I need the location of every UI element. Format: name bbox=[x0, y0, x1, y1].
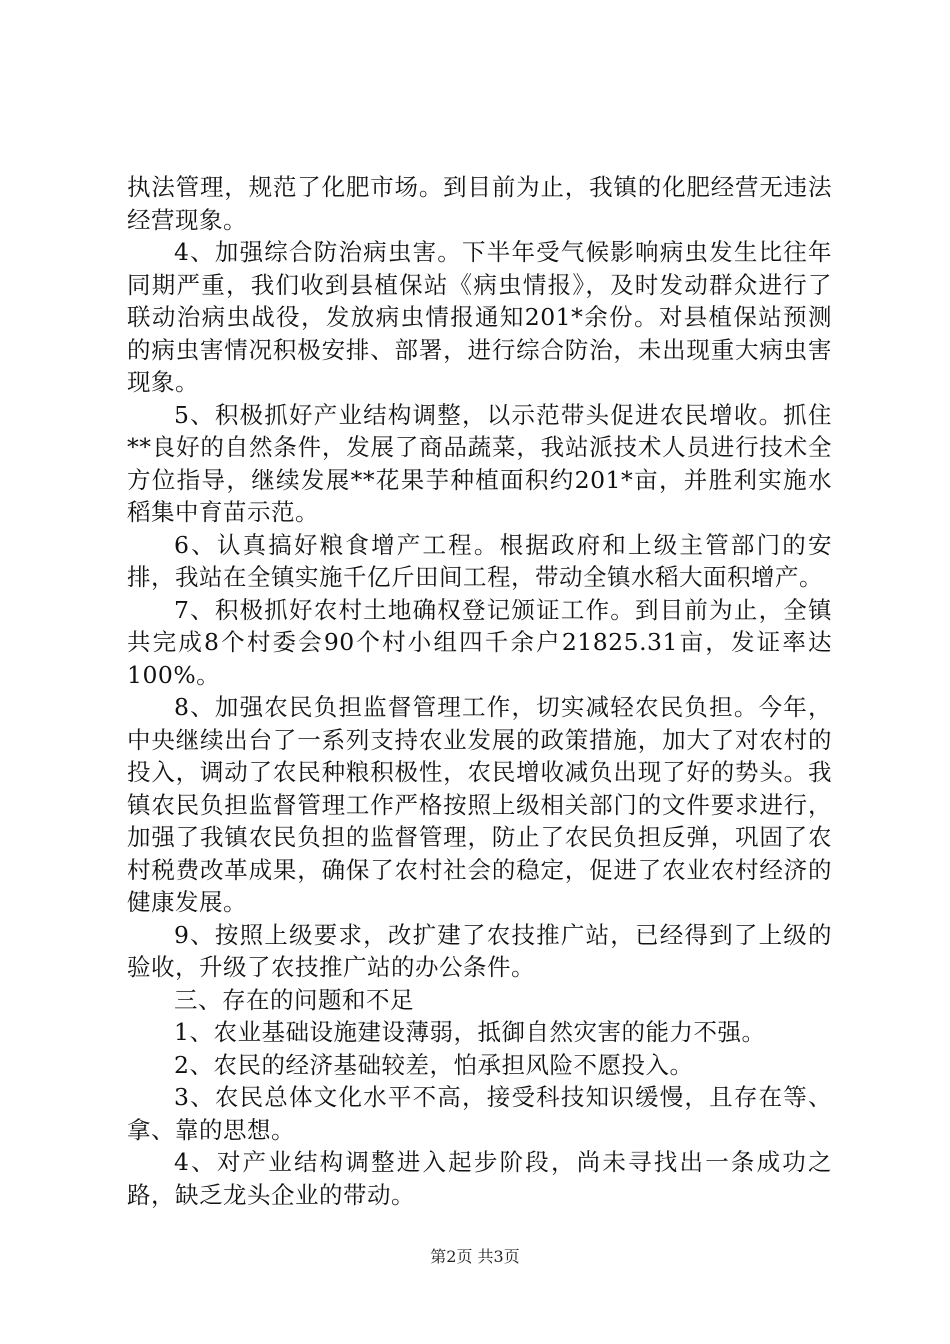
paragraph-item-7-land-registration: 7、积极抓好农村土地确权登记颁证工作。到目前为止，全镇共完成8个村委会90个村小组四千余户21825.31亩，发证率达100%。 bbox=[127, 595, 832, 689]
paragraph-item-4-pest-control: 4、加强综合防治病虫害。下半年受气候影响病虫发生比往年同期严重，我们收到县植保站《病虫情报》，及时发动群众进行了联动治病虫战役，发放病虫情报通知201*余份。对县植保站预测的病虫害情况积极安排、部署，进行综合防治，未出现重大病虫害现象。 bbox=[127, 238, 832, 396]
paragraph-problem-4: 4、对产业结构调整进入起步阶段，尚未寻找出一条成功之路，缺乏龙头企业的带动。 bbox=[127, 1148, 832, 1209]
paragraph-continuation: 执法管理，规范了化肥市场。到目前为止，我镇的化肥经营无违法经营现象。 bbox=[127, 173, 832, 234]
paragraph-problem-1: 1、农业基础设施建设薄弱，抵御自然灾害的能力不强。 bbox=[174, 1018, 766, 1046]
page-footer: 第2页 共3页 bbox=[430, 1247, 520, 1266]
paragraph-item-9-extension-station: 9、按照上级要求，改扩建了农技推广站，已经得到了上级的验收，升级了农技推广站的办公条件。 bbox=[127, 920, 832, 981]
section-heading-problems: 三、存在的问题和不足 bbox=[174, 985, 414, 1014]
paragraph-item-8-farmer-burden: 8、加强农民负担监督管理工作，切实减轻农民负担。今年，中央继续出台了一系列支持农业发展的政策措施，加大了对农村的投入，调动了农民种粮积极性，农民增收减负出现了好的势头。我镇农民负担监督管理工作严格按照上级相关部门的文件要求进行，加强了我镇农民负担的监督管理，防止了农民负担反弹，巩固了农村税费改革成果，确保了农村社会的稳定，促进了农业农村经济的健康发展。 bbox=[127, 693, 832, 916]
paragraph-item-6-grain-production: 6、认真搞好粮食增产工程。根据政府和上级主管部门的安排，我站在全镇实施千亿斤田间工程，带动全镇水稻大面积增产。 bbox=[127, 530, 832, 591]
paragraph-problem-3: 3、农民总体文化水平不高，接受科技知识缓慢，且存在等、拿、靠的思想。 bbox=[127, 1083, 832, 1144]
paragraph-problem-2: 2、农民的经济基础较差，怕承担风险不愿投入。 bbox=[174, 1050, 694, 1079]
document-body bbox=[127, 171, 832, 1211]
paragraph-item-5-industry-structure: 5、积极抓好产业结构调整，以示范带头促进农民增收。抓住**良好的自然条件，发展了商品蔬菜，我站派技术人员进行技术全方位指导，继续发展**花果芋种植面积约201*亩，并胜利实施水稻集中育苗示范。 bbox=[127, 400, 832, 526]
